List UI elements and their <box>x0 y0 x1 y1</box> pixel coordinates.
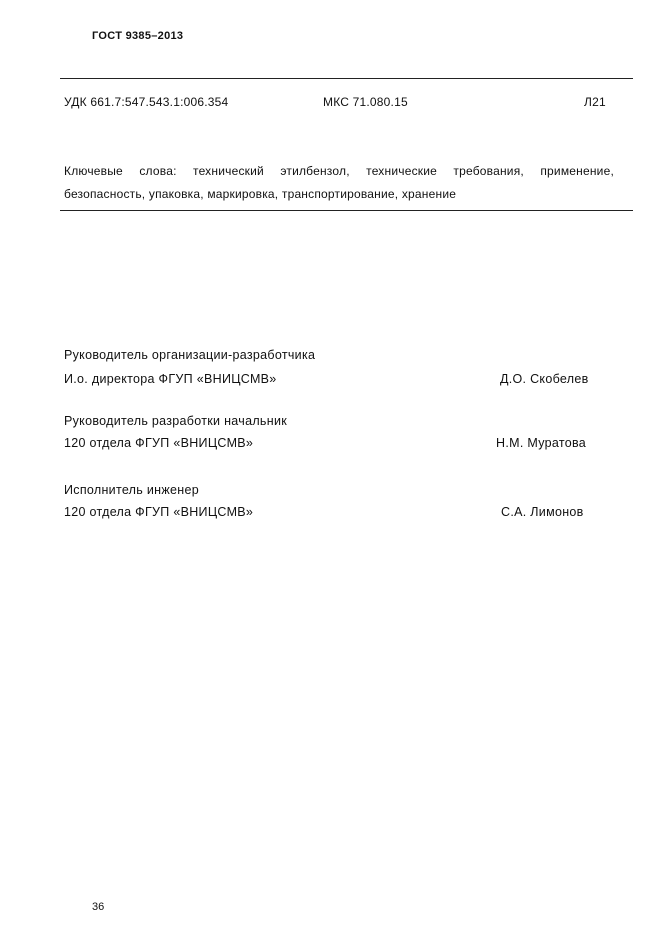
signature-name-1: Д.О. Скобелев <box>500 372 589 386</box>
signature-position-3: 120 отдела ФГУП «ВНИЦСМВ» <box>64 505 254 519</box>
signature-position-2: 120 отдела ФГУП «ВНИЦСМВ» <box>64 436 254 450</box>
signature-role-2: Руководитель разработки начальник <box>64 414 287 428</box>
classifier-code: Л21 <box>584 95 606 109</box>
bottom-divider <box>60 210 633 211</box>
signature-role-1: Руководитель организации-разработчика <box>64 348 316 362</box>
signature-role-3: Исполнитель инженер <box>64 483 199 497</box>
standard-header: ГОСТ 9385–2013 <box>92 30 184 42</box>
page-number: 36 <box>92 901 105 913</box>
signature-name-2: Н.М. Муратова <box>496 436 587 450</box>
mks-code: МКС 71.080.15 <box>323 95 408 109</box>
keywords-line-2: безопасность, упаковка, маркировка, транспортирование, хранение <box>64 187 457 201</box>
top-divider <box>60 78 633 79</box>
signature-position-1: И.о. директора ФГУП «ВНИЦСМВ» <box>64 372 277 386</box>
udk-code: УДК 661.7:547.543.1:006.354 <box>64 95 229 109</box>
keywords-line-1: Ключевые слова: технический этилбензол, технические требования, применение, <box>64 164 614 178</box>
signature-name-3: С.А. Лимонов <box>501 505 584 519</box>
keywords-block <box>64 160 614 206</box>
